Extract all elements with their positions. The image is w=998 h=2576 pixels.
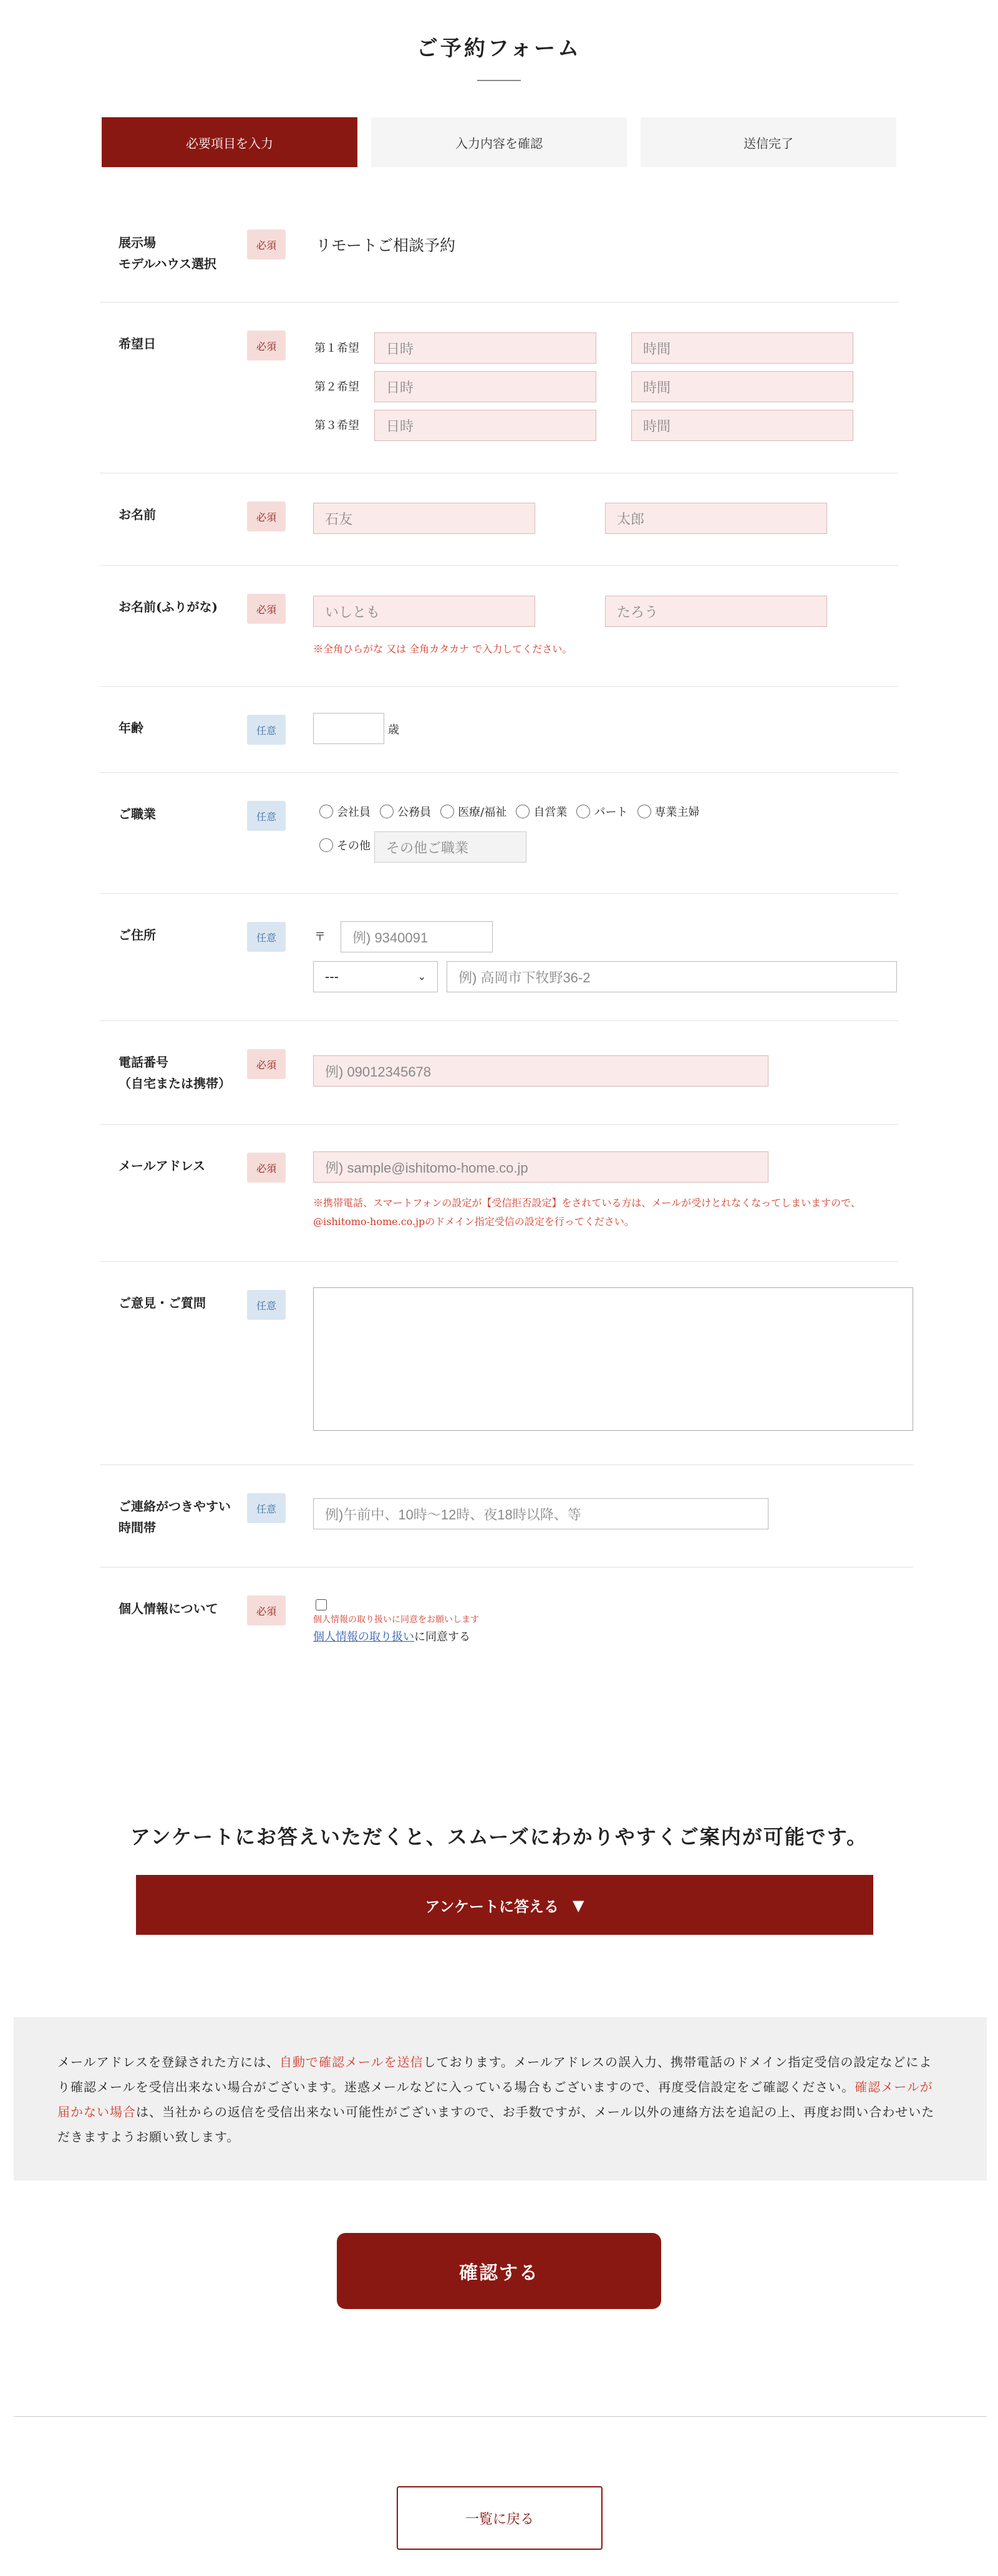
step-complete: 送信完了 bbox=[641, 117, 896, 167]
radio-icon bbox=[637, 805, 651, 818]
optional-badge: 任意 bbox=[247, 1493, 286, 1523]
chevron-down-icon: ⌄ bbox=[417, 972, 426, 982]
age-input[interactable] bbox=[313, 713, 384, 744]
privacy-agree-text: 個人情報の取り扱いに同意する bbox=[313, 1630, 470, 1644]
postal-mark: 〒 bbox=[314, 931, 326, 944]
privacy-policy-link[interactable]: 個人情報の取り扱い bbox=[313, 1630, 414, 1644]
address-input[interactable]: 例) 高岡市下牧野36-2 bbox=[447, 961, 897, 992]
optional-badge: 任意 bbox=[247, 715, 286, 745]
optional-badge: 任意 bbox=[247, 801, 286, 831]
radio-icon bbox=[516, 805, 530, 818]
optional-badge: 任意 bbox=[247, 922, 286, 952]
postal-code-input[interactable]: 例) 9340091 bbox=[341, 921, 493, 952]
title-underline bbox=[477, 80, 521, 81]
radio-icon bbox=[319, 805, 333, 818]
preferred-3-label: 第３希望 bbox=[314, 419, 359, 432]
triangle-down-icon: ▼ bbox=[573, 1896, 584, 1914]
comments-label: ご意見・ご質問 bbox=[119, 1295, 206, 1310]
comments-textarea[interactable] bbox=[313, 1287, 913, 1431]
divider bbox=[100, 893, 898, 894]
email-note: ※携帯電話、スマートフォンの設定が【受信拒否設定】をされている方は、メールが受けとれなくなってしまいますので、 @ishitomo-home.co.jpのドメイン指定受信の設定を行ってください。 bbox=[313, 1197, 861, 1227]
required-badge: 必須 bbox=[247, 1153, 286, 1183]
confirm-button[interactable]: 確認する bbox=[337, 2233, 661, 2309]
required-badge: 必須 bbox=[247, 1595, 286, 1625]
radio-icon bbox=[319, 838, 333, 852]
age-unit: 歳 bbox=[388, 724, 399, 737]
showroom-label: 展示場 モデルハウス選択 bbox=[119, 235, 216, 271]
occupation-radio-housewife[interactable]: 専業主婦 bbox=[637, 803, 700, 820]
required-badge: 必須 bbox=[247, 230, 286, 259]
first-name-input[interactable]: 太郎 bbox=[605, 503, 827, 534]
kana-note: ※全角ひらがな 又は 全角カタカナ で入力してください。 bbox=[313, 643, 573, 655]
name-kana-label: お名前(ふりがな) bbox=[119, 599, 218, 614]
divider bbox=[100, 1124, 898, 1125]
phone-input[interactable]: 例) 09012345678 bbox=[313, 1055, 768, 1087]
occupation-radio-medical[interactable]: 医療/福祉 bbox=[440, 803, 506, 820]
email-notice: メールアドレスを登録された方には、自動で確認メールを送信しております。メールアドレスの誤入力、携帯電話のドメイン指定受信の設定などにより確認メールを受信出来ない場合がございます。迷惑メールなどに入っている場合もございますので、再度受信設定をご確認ください。確認メールが届かない場合は、当社からの返信を受信出来ない可能性がございますので、お手数ですが、メール以外の連絡方法を追記の上、再度お問い合わせいただきますようお願い致します。 bbox=[14, 2017, 987, 2181]
step-input: 必要項目を入力 bbox=[102, 117, 357, 167]
occupation-radio-self[interactable]: 自営業 bbox=[516, 803, 567, 820]
occupation-label: ご職業 bbox=[119, 806, 156, 821]
privacy-label: 個人情報について bbox=[119, 1601, 218, 1616]
page-title: ご予約フォーム bbox=[416, 36, 582, 61]
phone-label: 電話番号 （自宅または携帯） bbox=[119, 1055, 231, 1091]
divider bbox=[100, 686, 898, 687]
name-label: お名前 bbox=[119, 507, 156, 522]
occupation-radio-civil[interactable]: 公務員 bbox=[380, 803, 431, 820]
showroom-value: リモートご相談予約 bbox=[316, 237, 456, 254]
divider bbox=[100, 565, 898, 566]
step-confirm: 入力内容を確認 bbox=[371, 117, 627, 167]
last-name-input[interactable]: 石友 bbox=[313, 503, 535, 534]
survey-prompt: アンケートにお答えいただくと、スムーズにわかりやすくご案内が可能です。 bbox=[130, 1825, 868, 1849]
optional-badge: 任意 bbox=[247, 1290, 286, 1320]
divider bbox=[100, 1020, 898, 1021]
prefecture-select[interactable]: --- ⌄ bbox=[313, 961, 438, 992]
required-badge: 必須 bbox=[247, 331, 286, 361]
back-to-list-button[interactable]: 一覧に戻る bbox=[397, 2486, 603, 2550]
preferred-date-label: 希望日 bbox=[119, 336, 156, 351]
required-badge: 必須 bbox=[247, 501, 286, 531]
divider bbox=[100, 302, 898, 303]
preferred-1-date-input[interactable]: 日時 bbox=[374, 332, 596, 364]
required-badge: 必須 bbox=[247, 594, 286, 624]
required-badge: 必須 bbox=[247, 1049, 286, 1079]
occupation-radio-part[interactable]: パート bbox=[576, 803, 627, 820]
email-input[interactable]: 例) sample@ishitomo-home.co.jp bbox=[313, 1151, 768, 1183]
last-name-kana-input[interactable]: いしとも bbox=[313, 596, 535, 627]
address-label: ご住所 bbox=[119, 927, 156, 942]
occupation-radio-other[interactable]: その他 bbox=[319, 837, 371, 853]
occupation-radio-company[interactable]: 会社員 bbox=[319, 803, 371, 820]
email-label: メールアドレス bbox=[119, 1158, 205, 1173]
preferred-1-time-input[interactable]: 時間 bbox=[631, 332, 853, 364]
preferred-2-date-input[interactable]: 日時 bbox=[374, 371, 596, 402]
privacy-note: 個人情報の取り扱いに同意をお願いします bbox=[313, 1615, 479, 1625]
preferred-2-time-input[interactable]: 時間 bbox=[631, 371, 853, 402]
preferred-2-label: 第２希望 bbox=[314, 380, 359, 394]
first-name-kana-input[interactable]: たろう bbox=[605, 596, 827, 627]
contact-time-input[interactable]: 例)午前中、10時〜12時、夜18時以降、等 bbox=[313, 1498, 768, 1529]
radio-icon bbox=[380, 805, 394, 818]
privacy-checkbox[interactable] bbox=[316, 1599, 327, 1610]
occupation-other-input[interactable]: その他ご職業 bbox=[374, 831, 526, 863]
radio-icon bbox=[440, 805, 454, 818]
preferred-1-label: 第１希望 bbox=[314, 342, 359, 355]
preferred-3-date-input[interactable]: 日時 bbox=[374, 410, 596, 441]
age-label: 年齢 bbox=[119, 720, 143, 735]
occupation-options bbox=[319, 803, 706, 821]
contact-time-label: ご連絡がつきやすい 時間帯 bbox=[119, 1499, 231, 1535]
radio-icon bbox=[576, 805, 590, 818]
survey-button[interactable]: アンケートに答える ▼ bbox=[136, 1875, 873, 1935]
divider bbox=[100, 1261, 898, 1262]
divider bbox=[14, 2416, 987, 2417]
divider bbox=[100, 772, 898, 773]
preferred-3-time-input[interactable]: 時間 bbox=[631, 410, 853, 441]
occupation-other bbox=[319, 837, 377, 855]
